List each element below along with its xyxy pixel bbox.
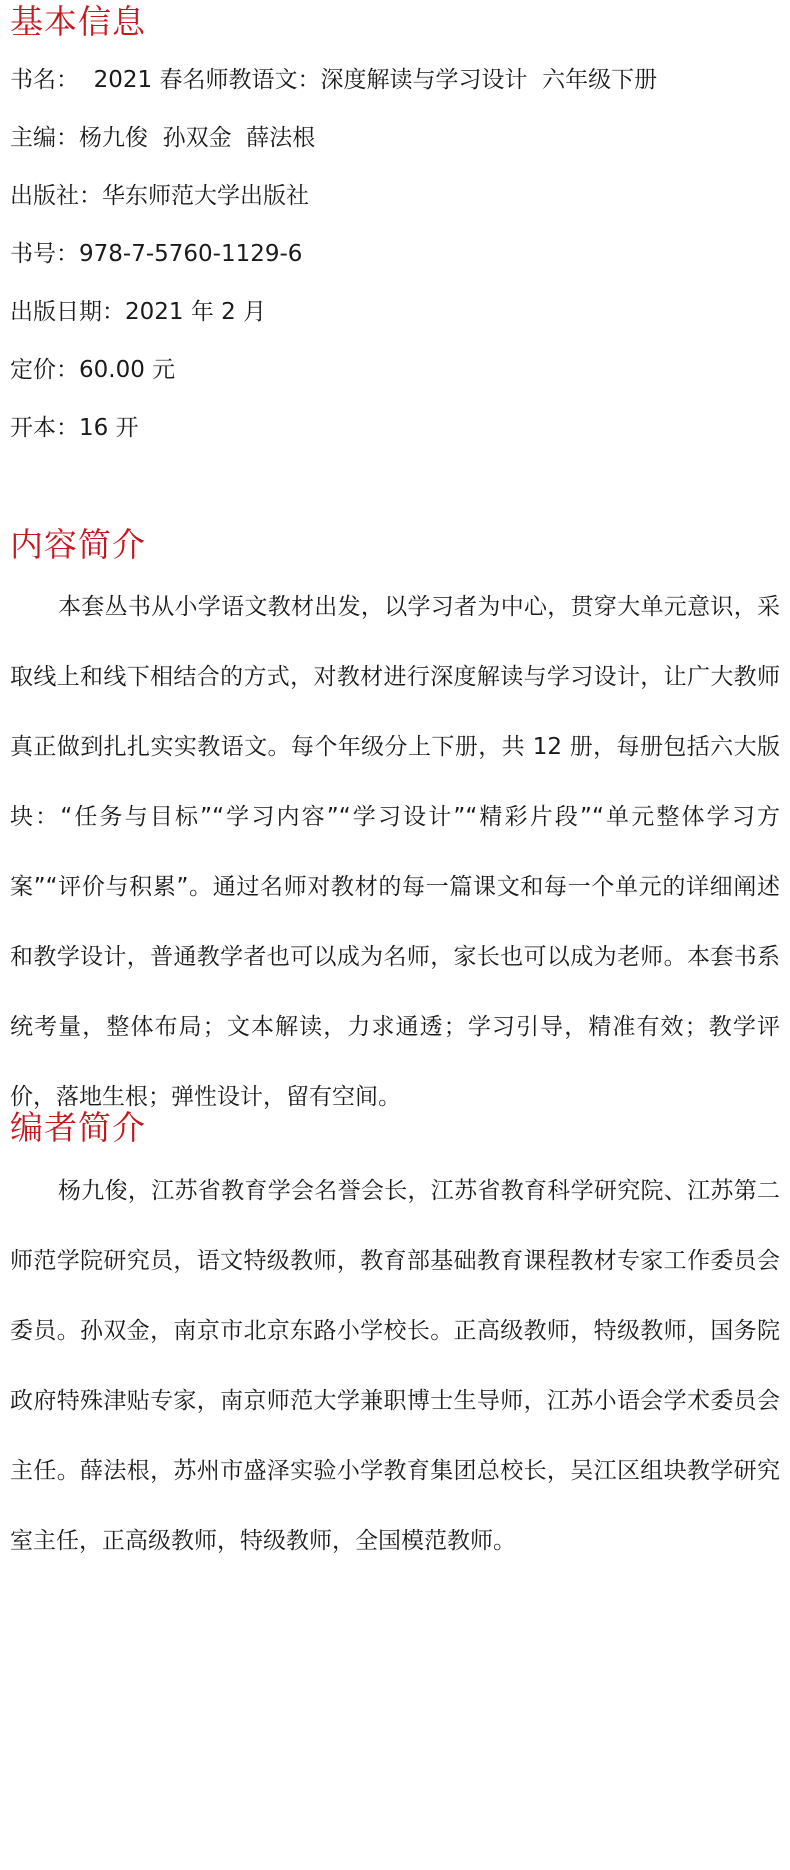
editors-heading: 编者简介	[10, 1108, 146, 1147]
info-isbn: 书号：978-7-5760-1129-6	[10, 241, 303, 267]
info-format: 开本：16 开	[10, 415, 139, 441]
info-price: 定价：60.00 元	[10, 357, 176, 383]
intro-heading: 内容简介	[10, 525, 146, 564]
intro-paragraph: 本套丛书从小学语文教材出发，以学习者为中心，贯穿大单元意识，采取线上和线下相结合的方式，对教材进行深度解读与学习设计，让广大教师真正做到扎扎实实教语文。每个年级分上下册，共 12 册，每册包括六大版块：“任务与目标”“学习内容”“学习设计”“精彩片段”“单元整体学习方案”“评价与积累”。通过名师对教材的每一篇课文和每一个单元的详细阐述和教学设计，普通教学者也可以成为名师，家长也可以成为老师。本套书系统考量，整体布局；文本解读，力求通透；学习引导，精准有效；教学评价，落地生根；弹性设计，留有空间。	[10, 594, 780, 1110]
info-publish-date: 出版日期：2021 年 2 月	[10, 299, 267, 325]
info-publisher: 出版社：华东师范大学出版社	[10, 183, 309, 209]
info-editors: 主编：杨九俊 孙双金 薛法根	[10, 125, 316, 151]
info-book-title: 书名： 2021 春名师教语文：深度解读与学习设计 六年级下册	[10, 67, 658, 93]
editors-paragraph: 杨九俊，江苏省教育学会名誉会长，江苏省教育科学研究院、江苏第二师范学院研究员，语文特级教师，教育部基础教育课程教材专家工作委员会委员。孙双金，南京市北京东路小学校长。正高级教师，特级教师，国务院政府特殊津贴专家，南京师范大学兼职博士生导师，江苏小语会学术委员会主任。薛法根，苏州市盛泽实验小学教育集团总校长，吴江区组块教学研究室主任，正高级教师，特级教师，全国模范教师。	[10, 1178, 780, 1554]
basic-info-heading: 基本信息	[10, 2, 146, 41]
